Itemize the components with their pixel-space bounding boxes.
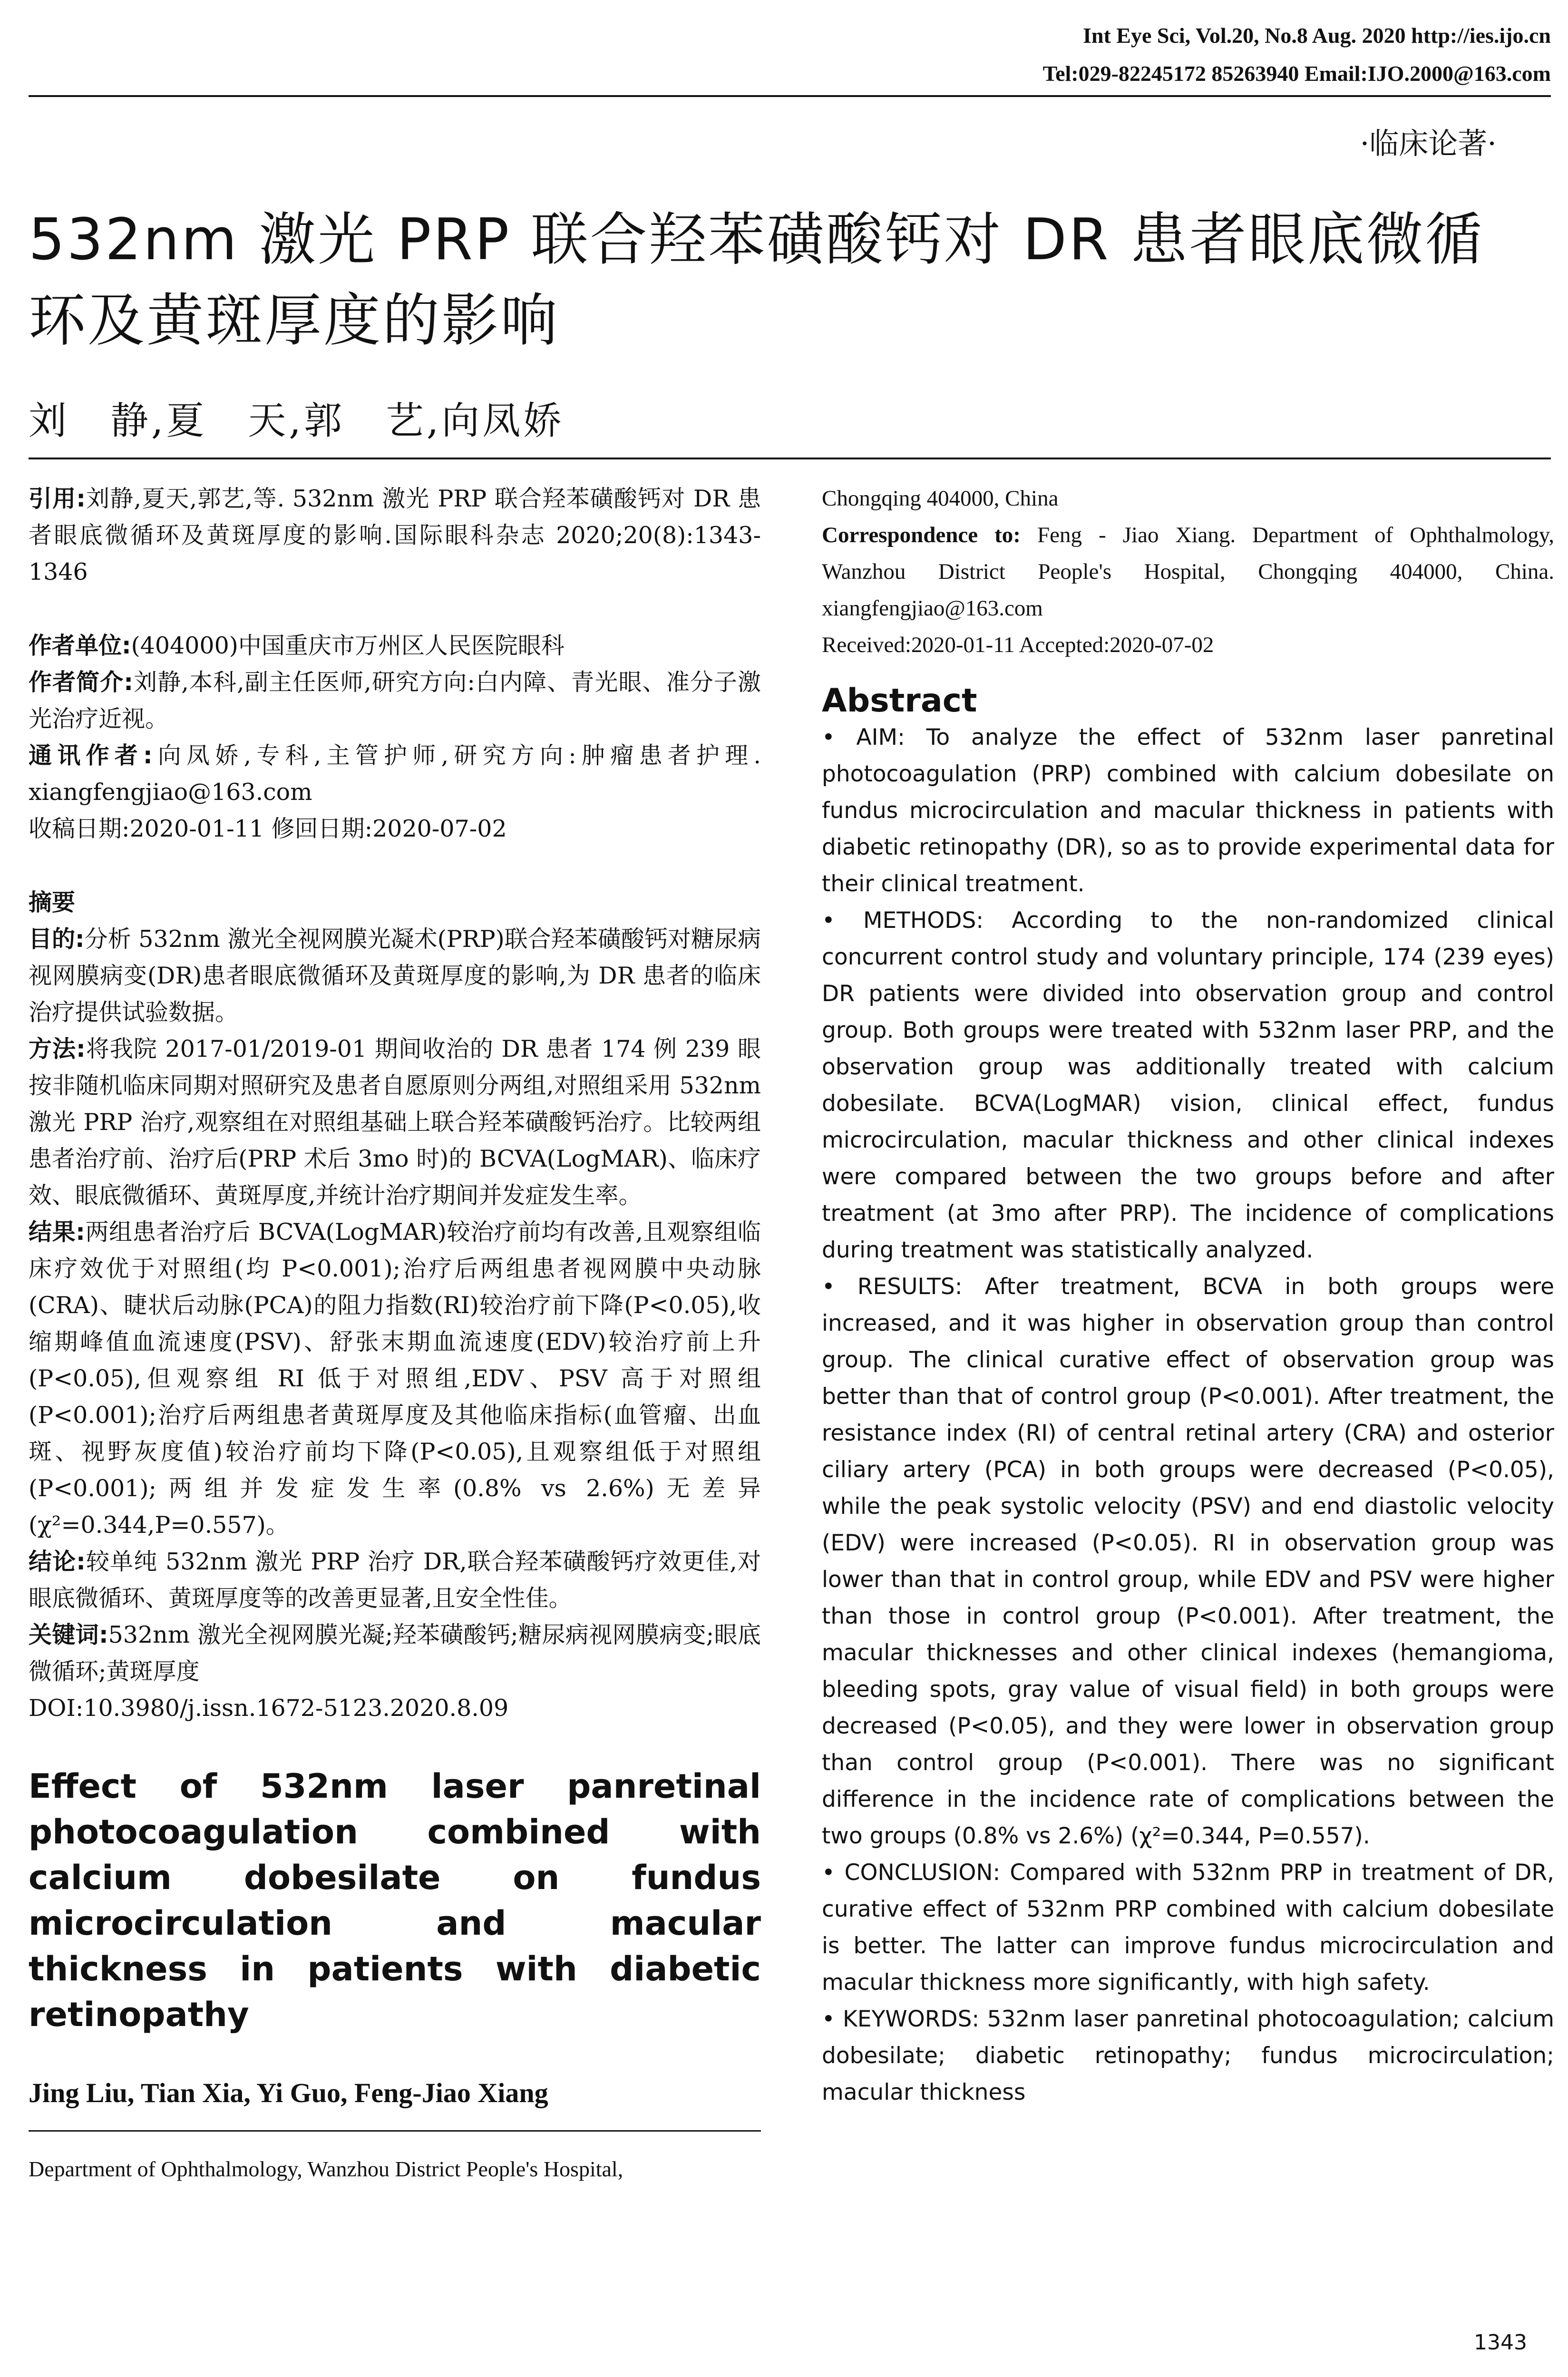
dates-zh: 收稿日期:2020-01-11 修回日期:2020-07-02	[29, 815, 507, 842]
corr-label: 通讯作者:	[29, 742, 153, 769]
header-rule	[29, 95, 1551, 97]
aim-en-label: • AIM:	[822, 724, 905, 750]
keywords-en-text: 532nm laser panretinal photocoagulation; calcium dobesilate; diabetic retinopathy; fundus microcirculation; macular thickness	[822, 2006, 1554, 2105]
conclusion-en-text: Compared with 532nm PRP in treatment of DR, curative effect of 532nm PRP combined with calcium dobesilate is better. The latter can improve fundus microcirculation and macular thickness more significantly, with high safety.	[822, 1860, 1554, 1996]
aim-en-text: To analyze the effect of 532nm laser panretinal photocoagulation (PRP) combined with calcium dobesilate on fundus microcirculation and macular thickness in patients with diabetic retinopathy (DR), so as to provide experimental data for their clinical treatment.	[822, 724, 1554, 897]
aim-text: 分析 532nm 激光全视网膜光凝术(PRP)联合羟苯磺酸钙对糖尿病视网膜病变(DR)患者眼底微循环及黄斑厚度的影响,为 DR 患者的临床治疗提供试验数据。	[29, 925, 761, 1026]
results-label: 结果:	[29, 1218, 85, 1246]
title-chinese: 532nm 激光 PRP 联合羟苯磺酸钙对 DR 患者眼底微循环及黄斑厚度的影响	[29, 207, 1484, 354]
conclusion-text: 较单纯 532nm 激光 PRP 治疗 DR,联合羟苯磺酸钙疗效更佳,对眼底微循环、黄斑厚度等的改善更显著,且安全性佳。	[29, 1548, 761, 1612]
keywords-english	[822, 2001, 1554, 2111]
dates-english: Received:2020-01-11 Accepted:2020-07-02	[822, 633, 1214, 657]
journal-header-line2: Tel:029-82245172 85263940 Email:IJO.2000@163.com	[1042, 61, 1551, 86]
aim-english	[822, 719, 1554, 902]
citation-label: 引用:	[29, 485, 86, 512]
authors-english: Jing Liu, Tian Xia, Yi Guo, Feng-Jiao Xiang	[29, 2077, 548, 2108]
keywords-text: 532nm 激光全视网膜光凝;羟苯磺酸钙;糖尿病视网膜病变;眼底微循环;黄斑厚度	[29, 1621, 761, 1685]
citation-text: 刘静,夏天,郭艺,等. 532nm 激光 PRP 联合羟苯磺酸钙对 DR 患者眼底微循环及黄斑厚度的影响.国际眼科杂志 2020;20(8):1343-1346	[29, 485, 761, 585]
authors-chinese: 刘 静,夏 天,郭 艺,向凤娇	[29, 399, 565, 443]
bio-text: 刘静,本科,副主任医师,研究方向:白内障、青光眼、准分子激光治疗近视。	[29, 669, 761, 732]
conclusion-label: 结论:	[29, 1548, 86, 1575]
conclusion-en-label: • CONCLUSION:	[822, 1860, 1001, 1886]
correspondence-text: Feng - Jiao Xiang. Department of Ophthalmology, Wanzhou District People's Hospital, Chongqing 404000, China. xiangfengjiao@163.com	[822, 523, 1554, 621]
journal-header-line1: Int Eye Sci, Vol.20, No.8 Aug. 2020 http://ies.ijo.cn	[1083, 23, 1551, 48]
methods-en-label: • METHODS:	[822, 907, 984, 934]
methods-english	[822, 902, 1554, 1268]
section-tag: ·临床论著·	[1360, 126, 1497, 161]
aim-zh	[29, 921, 761, 1031]
keywords-zh	[29, 1617, 761, 1690]
aim-label: 目的:	[29, 925, 85, 953]
author-bio	[29, 664, 761, 737]
right-column	[822, 480, 1554, 2111]
results-en-text: After treatment, BCVA in both groups were increased, and it was higher in observation group than control group. The clinical curative effect of observation group was better than that of control group (P<0.001). After treatment, the resistance index (RI) of central retinal artery (CRA) and osterior ciliary artery (PCA) in both groups were decreased (P<0.05), while the peak systolic velocity (PSV) and end diastolic velocity (EDV) were increased (P<0.05). RI in observation group was lower than that in control group, while EDV and PSV were higher than those in control group (P<0.001). After treatment, the macular thicknesses and other clinical indexes (hemangioma, bleeding spots, gray value of visual field) in both groups were decreased (P<0.05), and they were lower in observation group than control group (P<0.001). There was no significant difference in the incidence rate of complications between the two groups (0.8% vs 2.6%) (χ²=0.344, P=0.557).	[822, 1274, 1554, 1849]
affiliation-continued: Chongqing 404000, China	[822, 486, 1059, 511]
abstract-heading-zh: 摘要	[29, 889, 76, 916]
unit-label: 作者单位:	[29, 632, 131, 659]
results-english	[822, 1268, 1554, 1854]
results-zh	[29, 1214, 761, 1543]
corr-text: 向凤娇,专科,主管护师,研究方向:肿瘤患者护理. xiangfengjiao@163.com	[29, 742, 761, 806]
methods-label: 方法:	[29, 1035, 86, 1062]
unit-text: (404000)中国重庆市万州区人民医院眼科	[131, 632, 565, 659]
citation	[29, 480, 761, 590]
methods-zh	[29, 1031, 761, 1214]
page-number: 1343	[1474, 2330, 1527, 2355]
title-rule	[29, 458, 1551, 459]
affiliation-english: Department of Ophthalmology, Wanzhou District People's Hospital,	[29, 2157, 623, 2181]
corresponding-author	[29, 737, 761, 810]
correspondence-label: Correspondence to:	[822, 523, 1021, 547]
bio-label: 作者简介:	[29, 669, 133, 696]
keywords-en-label: • KEYWORDS:	[822, 2006, 980, 2032]
author-unit	[29, 627, 761, 664]
results-text: 两组患者治疗后 BCVA(LogMAR)较治疗前均有改善,且观察组临床疗效优于对照组(均 P<0.001);治疗后两组患者视网膜中央动脉(CRA)、睫状后动脉(PCA)的阻力指数(RI)较治疗前下降(P<0.05),收缩期峰值血流速度(PSV)、舒张末期血流速度(EDV)较治疗前上升(P<0.05),但观察组 RI 低于对照组,EDV、PSV 高于对照组(P<0.001);治疗后两组患者黄斑厚度及其他临床指标(血管瘤、出血斑、视野灰度值)较治疗前均下降(P<0.05),且观察组低于对照组(P<0.001);两组并发症发生率(0.8% vs 2.6%)无差异(χ²=0.344,P=0.557)。	[29, 1218, 761, 1539]
conclusion-zh	[29, 1543, 761, 1617]
keywords-label: 关键词:	[29, 1621, 108, 1648]
title-english: Effect of 532nm laser panretinal photocoagulation combined with calcium dobesilate on fundus microcirculation and macular thickness in patients with diabetic retinopathy	[29, 1767, 761, 2034]
methods-en-text: According to the non-randomized clinical concurrent control study and voluntary principle, 174 (239 eyes) DR patients were divided into observation group and control group. Both groups were treated with 532nm laser PRP, and the observation group was additionally treated with calcium dobesilate. BCVA(LogMAR) vision, clinical effect, fundus microcirculation, macular thickness and other clinical indexes were compared between the two groups before and after treatment (at 3mo after PRP). The incidence of complications during treatment was statistically analyzed.	[822, 907, 1554, 1263]
methods-text: 将我院 2017-01/2019-01 期间收治的 DR 患者 174 例 239 眼按非随机临床同期对照研究及患者自愿原则分两组,对照组采用 532nm 激光 PRP 治疗,观察组在对照组基础上联合羟苯磺酸钙治疗。比较两组患者治疗前、治疗后(PRP 术后 3mo 时)的 BCVA(LogMAR)、临床疗效、眼底微循环、黄斑厚度,并统计治疗期间并发症发生率。	[29, 1035, 761, 1209]
results-en-label: • RESULTS:	[822, 1274, 963, 1300]
conclusion-english	[822, 1854, 1554, 2001]
correspondence-english	[822, 517, 1554, 627]
left-column	[29, 480, 761, 2187]
doi: DOI:10.3980/j.issn.1672-5123.2020.8.09	[29, 1695, 509, 1722]
abstract-heading-english: Abstract	[822, 682, 977, 720]
